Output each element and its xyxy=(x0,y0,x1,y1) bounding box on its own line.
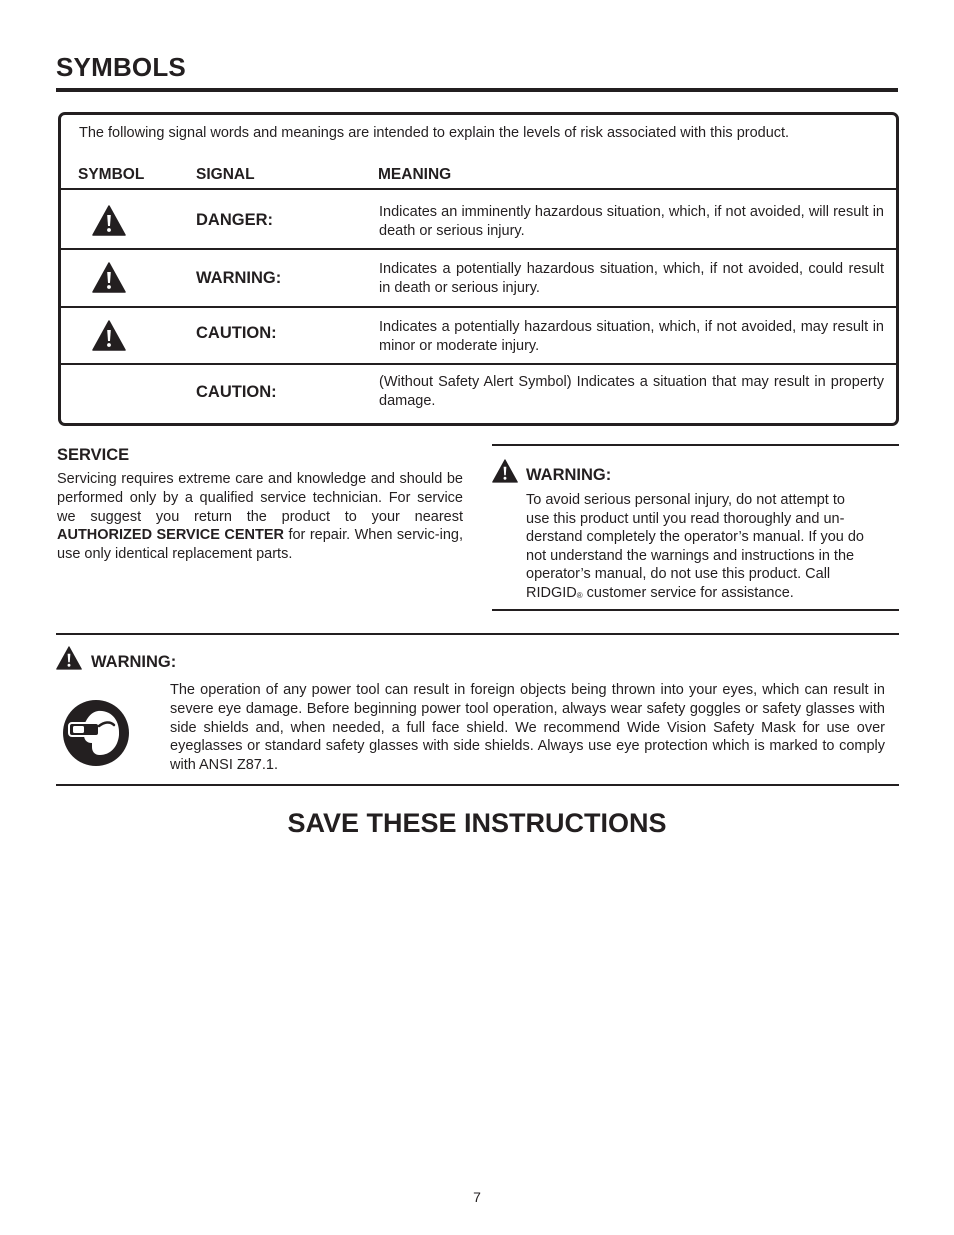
service-text-part: for repair. When servic-ing, use only identical replacement parts. xyxy=(57,527,463,563)
safety-goggles-icon xyxy=(62,699,130,767)
section-rule xyxy=(56,784,899,786)
warning-text xyxy=(526,491,871,605)
signal-meaning: Indicates an imminently hazardous situation, which, if not avoided, will result in death or serious injury. xyxy=(379,204,884,239)
heading-rule xyxy=(56,88,898,92)
safety-alert-icon xyxy=(92,320,126,351)
warning-text-part: To avoid serious personal injury, do not attempt to use this product until you read thoroughly and un-derstand completely the operator’s manual. If you do not understand the warnings and instructions in the operator’s manual, do not use this product. Call RIDGID xyxy=(526,492,864,601)
safety-alert-icon xyxy=(56,646,82,670)
page-number: 7 xyxy=(473,1189,481,1205)
symbols-intro: The following signal words and meanings are intended to explain the levels of risk associated with this product. xyxy=(79,125,790,141)
signal-word: WARNING: xyxy=(196,269,282,287)
eye-warning-text: The operation of any power tool can result in foreign objects being thrown into your eyes, which can result in severe eye damage. Before beginning power tool operation, always wear safety goggles or safety glasses with side shields and, when needed, a full face shield. We recommend Wide Vision Safety Mask for use over eyeglasses or standard safety glasses with side shields. Always use eye protection which is marked to comply with ANSI Z87.1. xyxy=(170,682,885,774)
authorized-service-center: AUTHORIZED SERVICE CENTER xyxy=(57,527,284,544)
service-text xyxy=(57,470,463,564)
registered-mark: ® xyxy=(576,590,583,600)
table-row-caution-no-symbol xyxy=(61,363,896,423)
table-row-warning xyxy=(61,248,896,306)
warning-title: WARNING: xyxy=(526,466,612,484)
page-title: SYMBOLS xyxy=(56,52,186,82)
column-header-signal: SIGNAL xyxy=(196,166,255,183)
save-instructions-title: SAVE THESE INSTRUCTIONS xyxy=(287,808,667,838)
table-row-caution xyxy=(61,306,896,363)
safety-alert-icon xyxy=(92,262,126,293)
service-warning-box xyxy=(492,444,899,611)
column-header-meaning: MEANING xyxy=(378,166,452,183)
warning-text-part: customer service for assistance. xyxy=(582,584,794,601)
signal-word: DANGER: xyxy=(196,211,273,229)
signal-meaning: (Without Safety Alert Symbol) Indicates a situation that may result in property damage. xyxy=(379,374,884,409)
table-row-danger xyxy=(61,188,896,250)
section-rule xyxy=(56,633,899,635)
signal-word: CAUTION: xyxy=(196,383,277,401)
signal-word: CAUTION: xyxy=(196,324,277,342)
service-text-part: Servicing requires extreme care and knowledge and should be performed only by a qualified service technician. For service we suggest you return the product to your nearest xyxy=(57,471,463,525)
eye-warning-title: WARNING: xyxy=(91,653,177,671)
service-heading: SERVICE xyxy=(57,446,130,464)
symbols-table xyxy=(58,112,899,426)
column-header-symbol: SYMBOL xyxy=(78,166,145,183)
safety-alert-icon xyxy=(492,459,518,483)
safety-alert-icon xyxy=(92,205,126,236)
signal-meaning: Indicates a potentially hazardous situation, which, if not avoided, may result in minor or moderate injury. xyxy=(379,319,884,354)
signal-meaning: Indicates a potentially hazardous situation, which, if not avoided, could result in death or serious injury. xyxy=(379,261,884,296)
